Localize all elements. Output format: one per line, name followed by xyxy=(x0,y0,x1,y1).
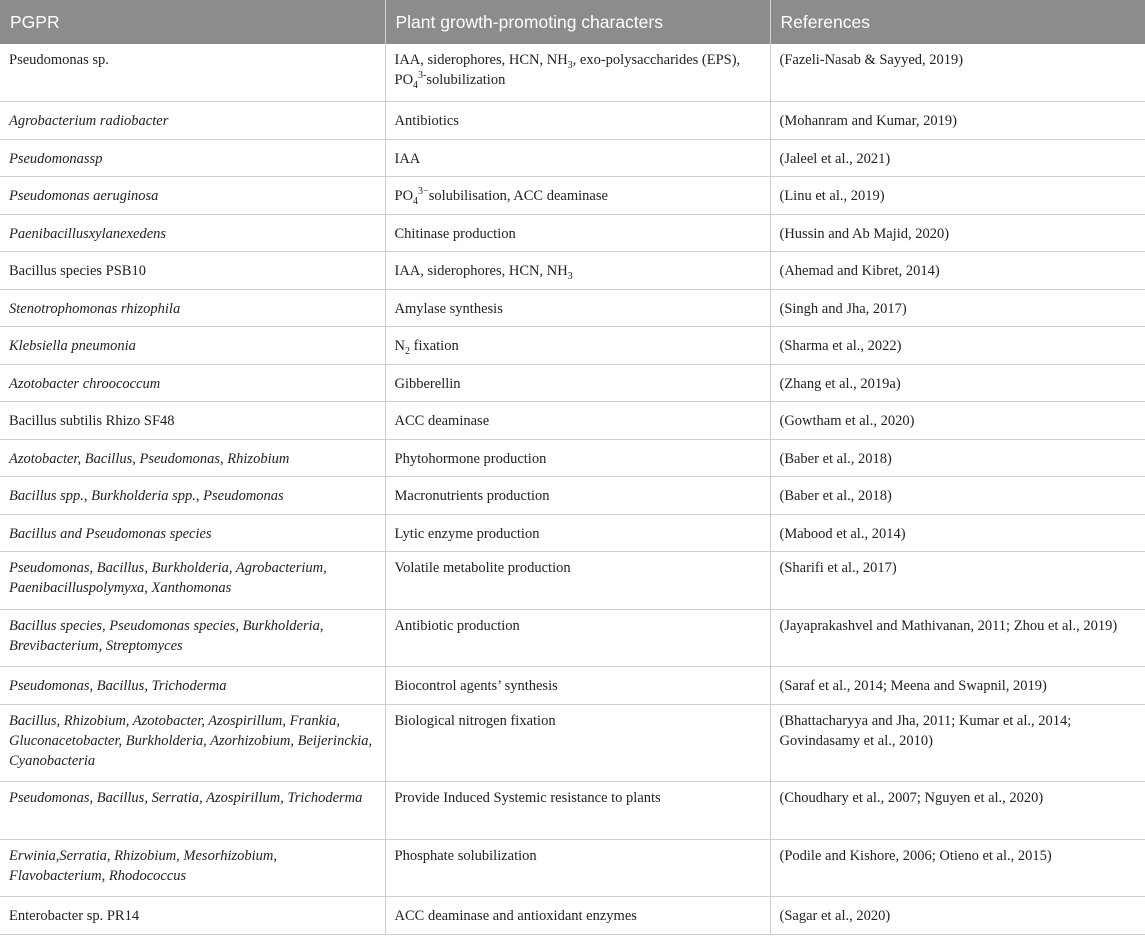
cell-references: (Baber et al., 2018) xyxy=(770,439,1145,476)
table-row xyxy=(0,401,1145,439)
cell-characters: Gibberellin xyxy=(385,364,770,401)
cell-pgpr: Pseudomonassp xyxy=(0,139,385,176)
header-pgpr: PGPR xyxy=(0,0,385,44)
cell-references: (Bhattacharyya and Jha, 2011; Kumar et al., 2014; Govindasamy et al., 2010) xyxy=(770,704,1145,781)
cell-pgpr: Pseudomonas sp. xyxy=(0,44,385,101)
table-row xyxy=(0,44,1145,101)
cell-references: (Singh and Jha, 2017) xyxy=(770,289,1145,326)
cell-characters: Lytic enzyme production xyxy=(385,514,770,551)
table-row xyxy=(0,609,1145,666)
cell-characters: Antibiotic production xyxy=(385,609,770,666)
cell-characters: $N_2$ fixation xyxy=(385,326,770,364)
table-row xyxy=(0,176,1145,214)
cell-references: (Zhang et al., 2019a) xyxy=(770,364,1145,401)
cell-pgpr: Erwinia,Serratia, Rhizobium, Mesorhizobium, Flavobacterium, Rhodococcus xyxy=(0,839,385,896)
cell-pgpr: Bacillus species PSB10 xyxy=(0,251,385,289)
cell-pgpr: Pseudomonas, Bacillus, Serratia, Azospirillum, Trichoderma xyxy=(0,781,385,839)
cell-pgpr: Pseudomonas aeruginosa xyxy=(0,176,385,214)
cell-characters: ACC deaminase and antioxidant enzymes xyxy=(385,896,770,934)
cell-references: (Podile and Kishore, 2006; Otieno et al., 2015) xyxy=(770,839,1145,896)
table-row xyxy=(0,214,1145,251)
cell-characters: ACC deaminase xyxy=(385,401,770,439)
table-row xyxy=(0,439,1145,476)
cell-characters: IAA, siderophores, HCN, $NH_3$, exo-polysaccharides (EPS), $PO_4^{3-}solubilization$ xyxy=(385,44,770,101)
cell-characters: $PO_4^{3-}solubilisation$, ACC deaminase xyxy=(385,176,770,214)
cell-references: (Gowtham et al., 2020) xyxy=(770,401,1145,439)
cell-characters: IAA xyxy=(385,139,770,176)
cell-references: (Sharma et al., 2022) xyxy=(770,326,1145,364)
cell-characters: Provide Induced Systemic resistance to plants xyxy=(385,781,770,839)
table-row xyxy=(0,289,1145,326)
cell-references: (Sharifi et al., 2017) xyxy=(770,551,1145,609)
table-row xyxy=(0,139,1145,176)
table-row xyxy=(0,251,1145,289)
table-row xyxy=(0,514,1145,551)
table-row xyxy=(0,551,1145,609)
header-row xyxy=(0,0,1145,44)
cell-pgpr: Stenotrophomonas rhizophila xyxy=(0,289,385,326)
table-row xyxy=(0,704,1145,781)
header-characters: Plant growth-promoting characters xyxy=(385,0,770,44)
cell-pgpr: Agrobacterium radiobacter xyxy=(0,101,385,139)
cell-pgpr: Azotobacter, Bacillus, Pseudomonas, Rhizobium xyxy=(0,439,385,476)
table-row xyxy=(0,476,1145,514)
cell-references: (Baber et al., 2018) xyxy=(770,476,1145,514)
table-row xyxy=(0,839,1145,896)
cell-references: (Sagar et al., 2020) xyxy=(770,896,1145,934)
cell-characters: Chitinase production xyxy=(385,214,770,251)
cell-references: (Mabood et al., 2014) xyxy=(770,514,1145,551)
cell-characters: Macronutrients production xyxy=(385,476,770,514)
cell-pgpr: Bacillus species, Pseudomonas species, Burkholderia, Brevibacterium, Streptomyces xyxy=(0,609,385,666)
cell-pgpr: Enterobacter sp. PR14 xyxy=(0,896,385,934)
cell-references: (Jaleel et al., 2021) xyxy=(770,139,1145,176)
cell-characters: Biological nitrogen fixation xyxy=(385,704,770,781)
cell-references: (Ahemad and Kibret, 2014) xyxy=(770,251,1145,289)
cell-references: (Jayaprakashvel and Mathivanan, 2011; Zhou et al., 2019) xyxy=(770,609,1145,666)
cell-pgpr: Bacillus, Rhizobium, Azotobacter, Azospirillum, Frankia, Gluconacetobacter, Burkholderia, Azorhizobium, Beijerinckia, Cyanobacteria xyxy=(0,704,385,781)
table-row xyxy=(0,326,1145,364)
cell-characters: IAA, siderophores, HCN, $NH_3$ xyxy=(385,251,770,289)
cell-references: (Saraf et al., 2014; Meena and Swapnil, 2019) xyxy=(770,666,1145,704)
cell-references: (Hussin and Ab Majid, 2020) xyxy=(770,214,1145,251)
cell-pgpr: Bacillus spp., Burkholderia spp., Pseudomonas xyxy=(0,476,385,514)
cell-pgpr: Klebsiella pneumonia xyxy=(0,326,385,364)
cell-characters: Amylase synthesis xyxy=(385,289,770,326)
table-row xyxy=(0,781,1145,839)
cell-characters: Phosphate solubilization xyxy=(385,839,770,896)
cell-characters: Volatile metabolite production xyxy=(385,551,770,609)
cell-references: (Fazeli-Nasab & Sayyed, 2019) xyxy=(770,44,1145,101)
cell-characters: Biocontrol agents’ synthesis xyxy=(385,666,770,704)
header-references: References xyxy=(780,11,870,32)
cell-pgpr: Bacillus subtilis Rhizo SF48 xyxy=(0,401,385,439)
cell-pgpr: Paenibacillusxylanexedens xyxy=(0,214,385,251)
cell-pgpr: Azotobacter chroococcum xyxy=(0,364,385,401)
table-row xyxy=(0,364,1145,401)
cell-references: (Linu et al., 2019) xyxy=(770,176,1145,214)
cell-references: (Choudhary et al., 2007; Nguyen et al., 2020) xyxy=(770,781,1145,839)
table-row xyxy=(0,101,1145,139)
cell-pgpr: Pseudomonas, Bacillus, Burkholderia, Agrobacterium, Paenibacilluspolymyxa, Xanthomonas xyxy=(0,551,385,609)
cell-pgpr: Bacillus and Pseudomonas species xyxy=(0,514,385,551)
table-row xyxy=(0,896,1145,934)
cell-references: (Mohanram and Kumar, 2019) xyxy=(770,101,1145,139)
cell-characters: Phytohormone production xyxy=(385,439,770,476)
table-header xyxy=(0,0,1145,44)
table-body xyxy=(0,44,1145,934)
table-row xyxy=(0,666,1145,704)
cell-characters: Antibiotics xyxy=(385,101,770,139)
cell-pgpr: Pseudomonas, Bacillus, Trichoderma xyxy=(0,666,385,704)
